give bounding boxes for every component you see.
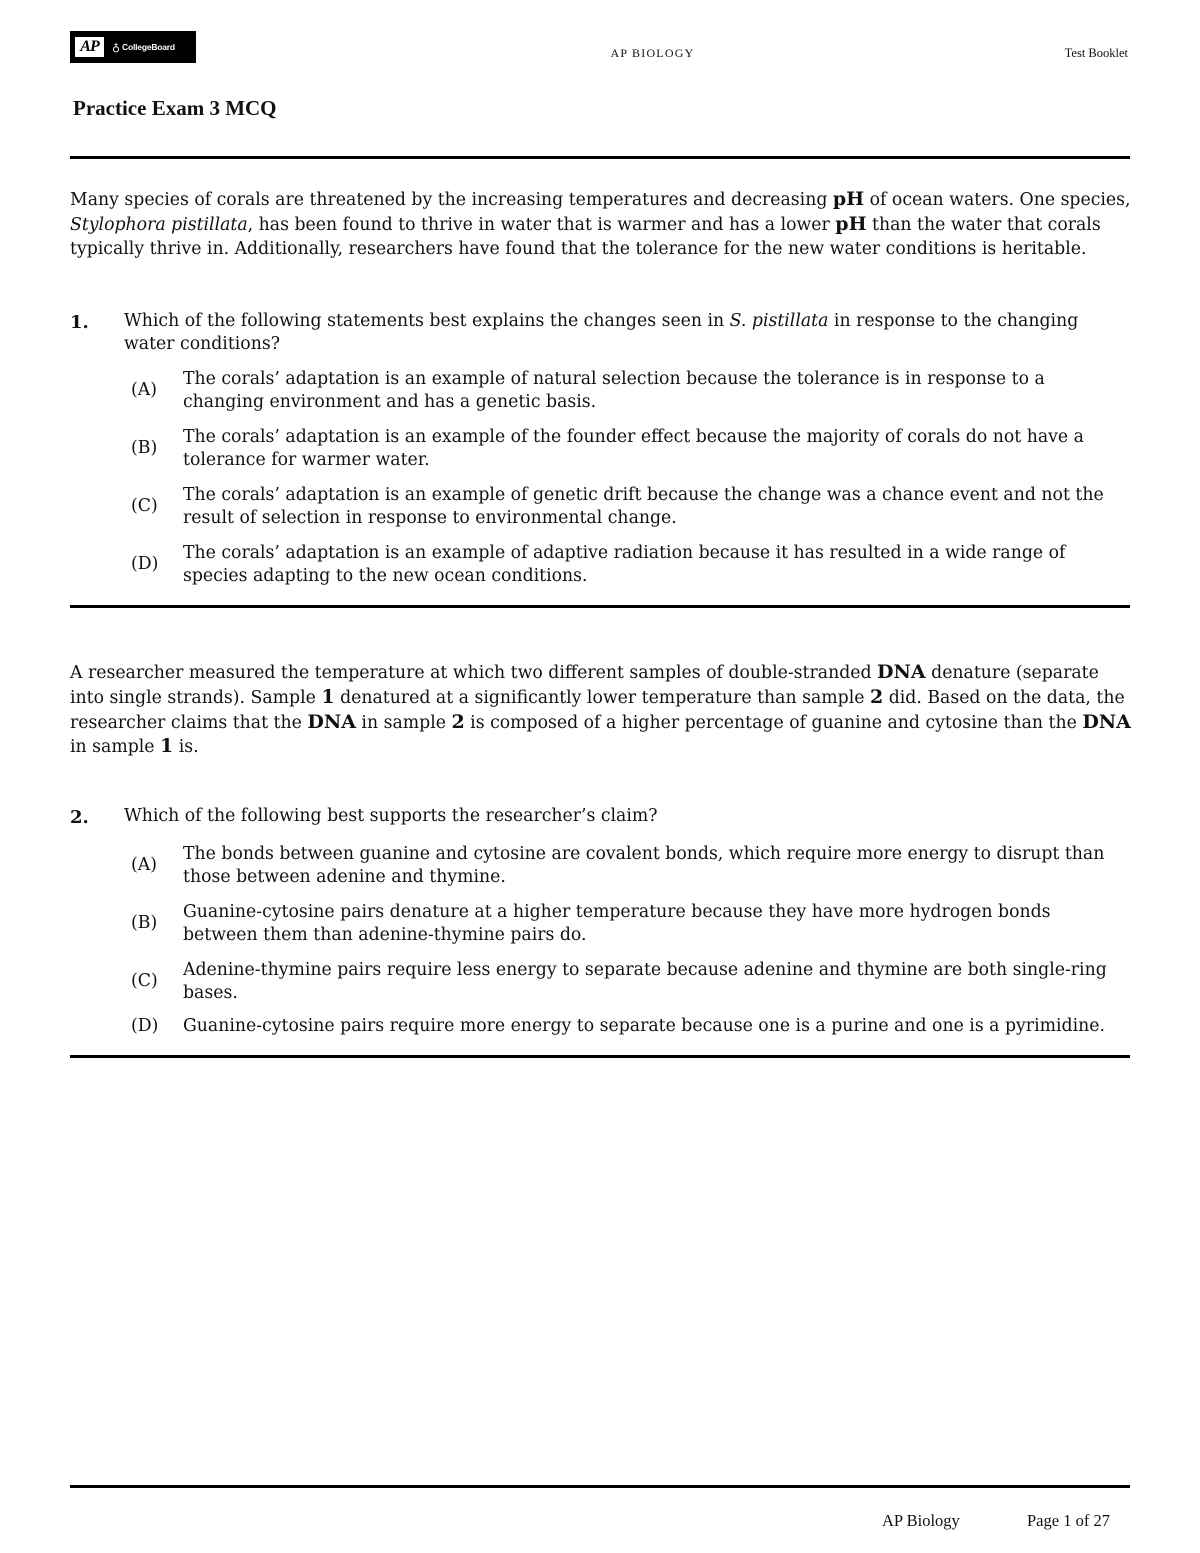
page-title: Practice Exam 3 MCQ: [73, 96, 277, 120]
divider: [70, 156, 1130, 159]
q2-option-c-text[interactable]: Adenine-thymine pairs require less energy to separate because adenine and thymine are both single-ring bases.: [183, 960, 1107, 1003]
q1-option-b-letter[interactable]: (B): [131, 438, 158, 458]
q1-option-d-text[interactable]: The corals’ adaptation is an example of adaptive radiation because it has resulted in a wide range of species adapting to the new ocean conditions.: [183, 543, 1066, 586]
header-subject: AP BIOLOGY: [610, 46, 695, 60]
q1-option-a-letter[interactable]: (A): [131, 380, 157, 400]
q1-option-c-letter[interactable]: (C): [131, 496, 158, 516]
stimulus-coral: Many species of corals are threatened by the increasing temperatures and decreasing pH of ocean waters. One species, Stylophora pistillata, has been found to thrive in water that is warmer and has a lower pH than the water that corals typically thrive in. Additionally, researchers have found that the tolerance for the new water conditions is heritable.: [70, 188, 1131, 259]
footer-subject: AP Biology: [882, 1511, 960, 1530]
question-1-stem: Which of the following statements best explains the changes seen in S. pistillata in response to the changing water conditions?: [124, 311, 1079, 354]
ap-logo-mark: AP: [75, 37, 104, 57]
stimulus-dna: A researcher measured the temperature at which two different samples of double-stranded DNA denature (separate into single strands). Sample 1 denatured at a significantly lower temperature than sample 2 did. Based on the data, the researcher claims that the DNA in sample 2 is composed of a higher percentage of guanine and cytosine than the DNA in sample 1 is.: [70, 661, 1131, 758]
question-2-number: 2.: [70, 807, 89, 828]
q1-option-c-text[interactable]: The corals’ adaptation is an example of genetic drift because the change was a chance event and not the result of selection in response to environmental change.: [183, 485, 1104, 528]
q1-option-a-text[interactable]: The corals’ adaptation is an example of natural selection because the tolerance is in response to a changing environment and has a genetic basis.: [183, 369, 1045, 412]
header-booklet: Test Booklet: [1064, 46, 1128, 60]
q2-option-d-letter[interactable]: (D): [131, 1016, 159, 1036]
question-1-number: 1.: [70, 312, 89, 333]
question-2-stem: Which of the following best supports the researcher’s claim?: [124, 806, 658, 826]
footer-divider: [70, 1485, 1130, 1488]
divider: [70, 1055, 1130, 1058]
footer-page-number: Page 1 of 27: [1027, 1511, 1110, 1530]
q2-option-a-text[interactable]: The bonds between guanine and cytosine are covalent bonds, which require more energy to disrupt than those between adenine and thymine.: [183, 844, 1105, 887]
q2-option-b-text[interactable]: Guanine-cytosine pairs denature at a higher temperature because they have more hydrogen bonds between them than adenine-thymine pairs do.: [183, 902, 1051, 945]
q2-option-b-letter[interactable]: (B): [131, 913, 158, 933]
q2-option-c-letter[interactable]: (C): [131, 971, 158, 991]
q2-option-a-letter[interactable]: (A): [131, 855, 157, 875]
q1-option-b-text[interactable]: The corals’ adaptation is an example of the founder effect because the majority of corals do not have a tolerance for warmer water.: [183, 427, 1084, 470]
q2-option-d-text[interactable]: Guanine-cytosine pairs require more energy to separate because one is a purine and one is a pyrimidine.: [183, 1016, 1105, 1036]
q1-option-d-letter[interactable]: (D): [131, 554, 159, 574]
collegeboard-wordmark: CollegeBoard: [122, 42, 175, 52]
divider: [70, 605, 1130, 608]
acorn-icon: ♁: [112, 40, 121, 54]
